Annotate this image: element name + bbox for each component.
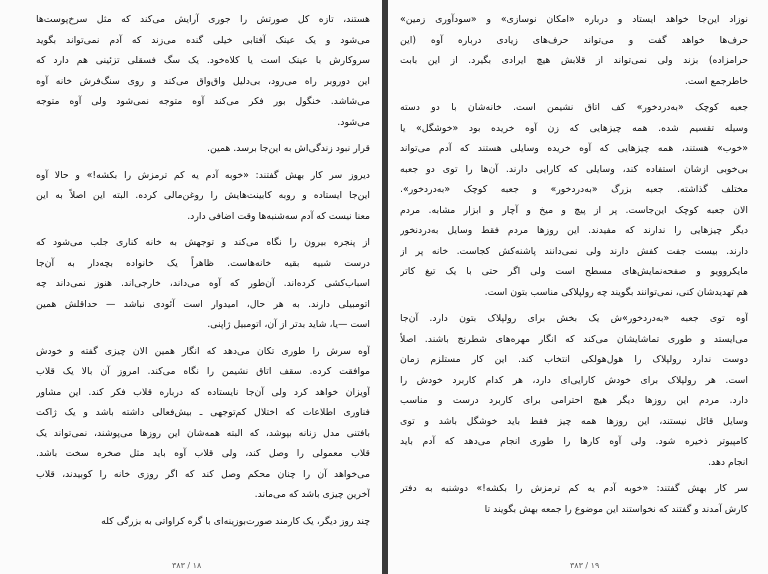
paragraph <box>36 342 370 506</box>
text-line: معنا نیست که آدم سه‌شنبه‌ها وقت اضافی دارد. <box>187 210 370 222</box>
text-line: بافتنی مدل زنانه بپوشد، که البته همه‌شان این روزها می‌پوشند، نمی‌تواند یک <box>36 427 370 439</box>
text-line: می‌خواهد آن را چنان محکم وصل کند که اگر روزی خانه را کوبیدند، قلاب <box>36 468 370 480</box>
paragraph <box>36 233 370 336</box>
text-line: بی‌خوبی ازشان استفاده کند، وسایلی که کارایی دارند. آن‌ها را توی دو جعبه <box>400 163 748 175</box>
paragraph <box>36 512 370 533</box>
paragraph <box>400 479 748 520</box>
text-line: موافقت کرده. سقف اتاق نشیمن را نگاه می‌کند. امروز آن بالا یک قلاب <box>36 366 370 377</box>
text-line: دیروز سر کار بهش گفتند: «خوبه آدم یه کم ترمزش را بکشه!» و حالا آوه <box>36 169 370 181</box>
paragraph <box>36 139 370 160</box>
text-line: می‌شود و یک عینک آفتابی خیلی گنده می‌زند که آدم نمی‌تواند بگوید <box>36 34 370 46</box>
text-line: می‌شود. <box>337 116 370 128</box>
text-line: هم تهدیدشان کنی، نمی‌توانند بگویند چه رولپلاکی مناسب بتون است. <box>484 286 748 298</box>
text-line: از پنجره بیرون را نگاه می‌کند و توجهش به خانه کناری جلب می‌شود که <box>36 237 370 248</box>
text-line: قلاب معمولی را وصل کند، ولی قلاب آوه باید مثل صخره سخت باشد. <box>36 448 370 459</box>
paragraph <box>400 309 748 473</box>
text-line: قرار نبود زندگی‌اش به این‌جا برسد. همین. <box>207 143 370 154</box>
text-line: حرف‌ها خواهد گفت و می‌تواند حرف‌های زیادی درباره آوه (این <box>400 34 748 46</box>
text-line: اتومبیلی دارند. به هر حال، امیدوار است آئودی نباشد — حداقلش همین <box>36 298 370 310</box>
book-binding-divider <box>382 0 388 574</box>
text-line: دوست ندارد رولپلاک را هول‌هولکی انتخاب کند. این کار مستلزم زمان <box>400 354 748 365</box>
text-line: آویزان خواهد کرد ولی آن‌جا نایستاده که درباره قلاب فکر کند. این مشاور <box>36 386 370 398</box>
text-line: آوه توی جعبه «به‌دردخور»ش یک بخش برای رولپلاک بتون دارد. آن‌جا <box>400 313 748 324</box>
text-line: هستند، تازه کل صورتش را جوری آرایش می‌کند که مثل سرخ‌پوست‌ها <box>36 14 370 25</box>
text-line: انجام دهد. <box>708 456 748 468</box>
text-line: می‌ایستد و طوری تماشایشان می‌کند که انگار مهره‌های شطرنج باشند. اصلاً <box>400 333 748 345</box>
text-line: است. هر رولپلاک برای خودش کارایی‌ای دارد، هر کدام کاربرد خودش را <box>400 374 748 386</box>
right-page-text <box>400 10 748 520</box>
text-line: جعبه کوچک «به‌دردخور» کف اتاق نشیمن است. خانه‌شان با دو دسته <box>400 102 748 113</box>
paragraph <box>36 10 370 133</box>
text-line: حرامزاده) بزند ولی نمی‌تواند از قلابش هیچ ایرادی بگیرد. از این بابت <box>400 55 748 66</box>
text-line: الان جعبه کوچک این‌جاست. پر از پیچ و میخ و آچار و ابزار مشابه. مردم <box>400 204 748 216</box>
text-line: کارش آمدند و گفتند که نخواستند این موضوع را جمعه بهش بگویند تا <box>484 503 748 515</box>
text-line: دیگر چیزهایی را ندارند که مفیدند. این روزها مردم فقط وسایل به‌دردنخور <box>400 225 748 236</box>
text-line: مایکروویو و صفحه‌نمایش‌های مسطح است ولی اگر حتی با یک تیغ کاتر <box>400 266 748 277</box>
text-line: این دوروبر راه می‌رود، بی‌دلیل واق‌واق می‌کند و روی سنگ‌فرش خانه آوه <box>36 75 370 87</box>
text-line: خاطرجمع است. <box>684 75 748 87</box>
text-line: آخرین چیزی باشد که می‌ماند. <box>254 489 370 500</box>
text-line: سر کار بهش گفتند: «خوبه آدم یه کم ترمزش را بکشه!» دوشنبه به دفتر <box>400 483 748 494</box>
text-line: مختلف گذاشته. جعبه بزرگ «به‌دردخور» و جعبه کوچک «به‌دردخور». <box>400 184 748 195</box>
paragraph <box>36 166 370 228</box>
text-line: کامپیوتر ذخیره شود. ولی آوه کارها را طوری انجام می‌دهد که آدم باید <box>400 436 748 447</box>
text-line: می‌شاشد. خنگول بور فکر می‌کند آوه متوجه نمی‌شود ولی آوه متوجه <box>36 96 370 107</box>
text-line: فناوری اطلاعات که اختلال کم‌توجهی ـ بیش‌فعالی داشته باشد و یک ژاکت <box>36 407 370 418</box>
text-line: است —یا، شاید بدتر از آن، اتومبیل ژاپنی. <box>207 319 370 330</box>
right-page-number: ۳۸۳ / ۱۹ <box>570 561 600 570</box>
text-line: «خوب» هستند، همه چیزهایی که آوه خریده وسایلی هستند که آدم می‌تواند <box>400 143 748 154</box>
paragraph <box>400 10 748 92</box>
text-line: این‌جا ایستاده و روبه کابینت‌هایش را روغن‌مالی کرده. البته این اصلاً به این <box>36 190 370 201</box>
right-page <box>384 0 768 574</box>
left-page-number: ۳۸۳ / ۱۸ <box>172 561 202 570</box>
text-line: دارند. بیست جفت کفش دارند ولی نمی‌دانند پاشنه‌کش کجاست. خانه پر از <box>400 245 748 257</box>
text-line: چند روز دیگر، یک کارمند صورت‌بوزینه‌ای با گره کراواتی به بزرگی کله <box>101 515 370 527</box>
text-line: وسیله تقسیم شده. همه چیزهایی که زن آوه خریده بود «خوشگل» یا <box>400 122 748 134</box>
paragraph <box>400 98 748 303</box>
text-line: دارد. مردم این روزها دیگر هیچ احترامی برای کاربرد درست و مناسب <box>400 395 748 406</box>
text-line: درست شبیه بقیه خانه‌هاست. ظاهراً یک خانواده بچه‌دار به آن‌جا <box>36 257 370 269</box>
text-line: اسباب‌کشی کرده‌اند. آن‌طور که آوه می‌داند، خارجی‌اند. هنوز نمی‌داند چه <box>36 278 370 289</box>
text-line: آوه سرش را طوری تکان می‌دهد که انگار همین الان چیزی گفته و خودش <box>36 345 370 357</box>
left-page-text <box>36 10 370 532</box>
text-line: نوزاد این‌جا خواهد ایستاد و درباره «امکان نوسازی» و «سودآوری زمین» <box>400 14 748 25</box>
text-line: سروکارش با عینک است یا کلاه‌خود. یک سگ فسقلی تزئینی هم دارد که <box>36 55 370 66</box>
text-line: وسایل قائل نیستند، این روزها همه چیز فقط باید خوشگل باشد و توی <box>400 415 748 427</box>
